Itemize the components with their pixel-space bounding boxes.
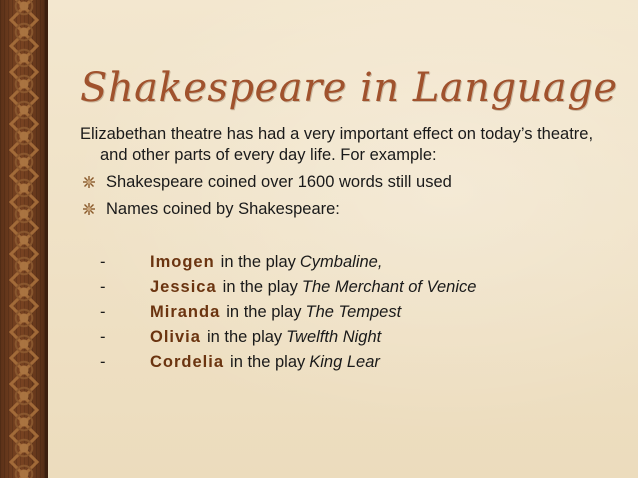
dash-marker: - — [100, 303, 106, 321]
in-the-play-text: in the play — [222, 278, 298, 296]
play-title: The Merchant of Venice — [301, 278, 477, 296]
ornament-bullet-icon — [82, 175, 96, 189]
character-name: Cordelia — [150, 353, 225, 371]
in-the-play-text: in the play — [220, 253, 296, 271]
slide-title: Shakespeare in Language — [80, 65, 618, 111]
name-entry — [120, 302, 401, 323]
dash-marker: - — [100, 253, 106, 271]
in-the-play-text: in the play — [206, 328, 283, 346]
dash-marker: - — [100, 278, 106, 296]
play-title: King Lear — [309, 353, 380, 371]
name-list-item — [80, 352, 620, 377]
name-entry — [120, 252, 382, 273]
strip-edge — [45, 0, 48, 478]
in-the-play-text: in the play — [230, 353, 306, 371]
spacer — [80, 226, 620, 252]
ornament-bullet-icon — [82, 202, 96, 216]
name-entry — [120, 277, 476, 298]
character-name: Miranda — [150, 303, 221, 321]
character-name: Imogen — [150, 253, 215, 271]
name-list-item — [80, 252, 620, 277]
name-list-item — [80, 327, 620, 352]
bullet-text: Names coined by Shakespeare: — [106, 200, 340, 218]
intro-paragraph: Elizabethan theatre has had a very important effect on today’s theatre, and other parts of every day life. For example: — [80, 125, 594, 164]
decorative-left-strip — [0, 0, 48, 478]
bullet-item — [80, 199, 620, 220]
bullet-item — [80, 172, 620, 193]
dash-marker: - — [100, 353, 106, 371]
dash-marker: - — [100, 328, 106, 346]
character-name: Olivia — [150, 328, 201, 346]
in-the-play-text: in the play — [226, 303, 302, 321]
play-title: Twelfth Night — [286, 328, 382, 346]
slide-body — [80, 124, 620, 377]
ornamental-pattern — [6, 0, 42, 478]
play-title: The Tempest — [305, 303, 402, 321]
name-entry — [120, 327, 381, 348]
bullet-text: Shakespeare coined over 1600 words still used — [106, 173, 452, 191]
name-entry — [120, 352, 380, 373]
name-list-item — [80, 302, 620, 327]
character-name: Jessica — [150, 278, 217, 296]
name-list-item — [80, 277, 620, 302]
play-title: Cymbaline, — [299, 253, 383, 271]
